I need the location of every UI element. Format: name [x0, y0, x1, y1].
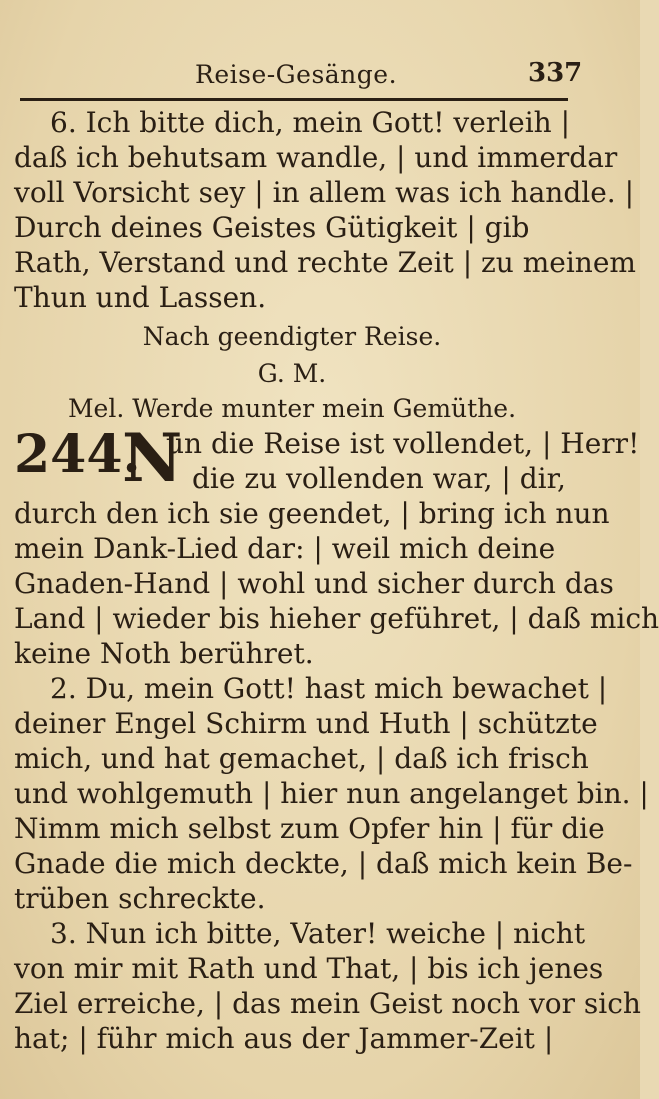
- verse-line: und wohlgemuth | hier nun angelanget bin. |: [14, 777, 649, 810]
- drop-cap: N: [122, 419, 183, 497]
- verse-line: hat; | führ mich aus der Jammer-Zeit |: [14, 1022, 554, 1055]
- verse-line: 2. Du, mein Gott! hast mich bewachet |: [50, 672, 608, 705]
- verse-6: [14, 106, 636, 316]
- verse-line: Thun und Lassen.: [14, 281, 267, 314]
- verse-line: Rath, Verstand und rechte Zeit | zu meinem: [14, 246, 636, 279]
- verse-line: von mir mit Rath und That, | bis ich jenes: [14, 952, 604, 985]
- page-header: [0, 58, 640, 98]
- verse-line: Land | wieder bis hieher geführet, | daß mich: [14, 602, 659, 635]
- section-title: Nach geendigter Reise.: [142, 322, 442, 351]
- running-head: Reise-Gesänge.: [195, 60, 398, 89]
- verse-line: voll Vorsicht sey | in allem was ich handle. |: [14, 176, 635, 209]
- verse-line: Durch deines Geistes Gütigkeit | gib: [14, 211, 530, 244]
- verse-line: keine Noth berühret.: [14, 637, 314, 670]
- verse-line: die zu vollenden war, | dir,: [192, 462, 566, 495]
- verse-line: 6. Ich bitte dich, mein Gott! verleih |: [50, 106, 571, 139]
- page-text: [14, 106, 659, 1057]
- verse-2: [14, 672, 649, 917]
- verse-line: Gnaden-Hand | wohl und sicher durch das: [14, 567, 614, 600]
- melody-line: Mel. Werde munter mein Gemüthe.: [67, 394, 517, 423]
- verse-line: un die Reise ist vollendet, | Herr!: [166, 427, 640, 460]
- verse-line: 3. Nun ich bitte, Vater! weiche | nicht: [50, 917, 586, 950]
- verse-3: [14, 917, 641, 1057]
- verse-line: Ziel erreiche, | das mein Geist noch vor sich: [14, 987, 641, 1020]
- header-rule: [20, 98, 568, 101]
- page-number: 337: [528, 58, 583, 88]
- author-initials: G. M.: [257, 359, 327, 388]
- hymn-number: 244.: [14, 424, 141, 485]
- hymn-244: [14, 419, 659, 672]
- verse-line: durch den ich sie geendet, | bring ich nun: [14, 497, 610, 530]
- verse-line: daß ich behutsam wandle, | und immerdar: [14, 141, 618, 174]
- verse-line: Nimm mich selbst zum Opfer hin | für die: [14, 812, 605, 845]
- verse-line: deiner Engel Schirm und Huth | schützte: [14, 707, 598, 740]
- verse-line: trüben schreckte.: [14, 882, 266, 915]
- verse-line: Gnade die mich deckte, | daß mich kein Be-: [14, 847, 633, 880]
- verse-line: mein Dank-Lied dar: | weil mich deine: [14, 532, 556, 565]
- verse-line: mich, und hat gemachet, | daß ich frisch: [14, 742, 589, 775]
